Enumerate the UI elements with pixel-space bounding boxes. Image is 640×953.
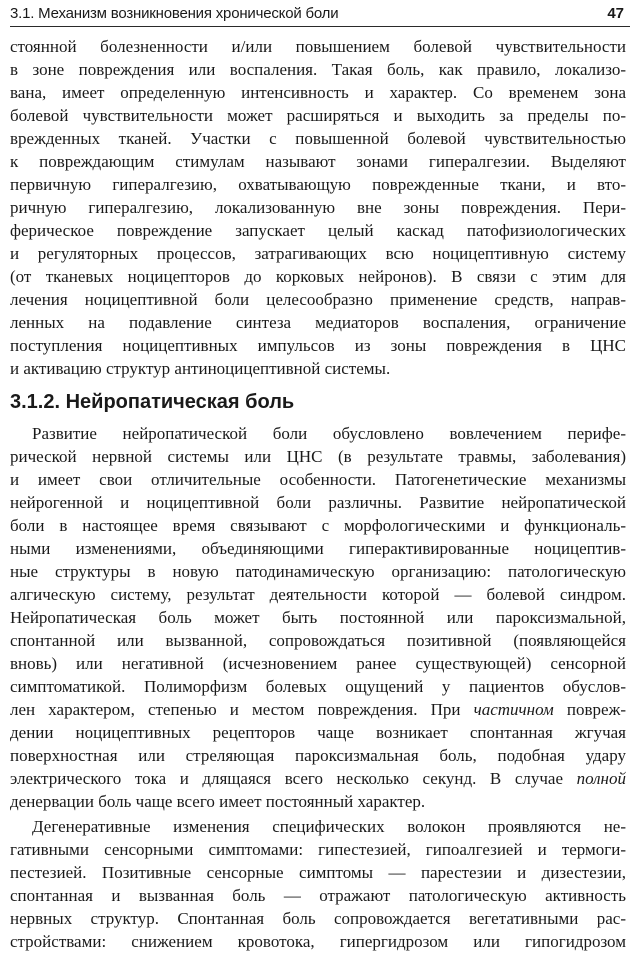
text-line: ные структуры в новую патодинамическую организацию: патологическую <box>10 562 626 581</box>
text-line: дении ноцицептивных рецепторов чаще возникает спонтанная жгучая <box>10 723 626 742</box>
text-line: ричную гипералгезию, локализованную вне зоны повреждения. Пери- <box>10 198 626 217</box>
text-line: стройствами: снижением кровотока, гипергидрозом или гипогидрозом <box>10 932 626 951</box>
text-line: Нейропатическая боль может быть постоянной или пароксизмальной, <box>10 608 626 627</box>
text-line: гативными сенсорными симптомами: гипестезией, гипоалгезией и термоги- <box>10 840 626 859</box>
text-line: ными изменениями, объединяющими гиперактивированные ноцицептив- <box>10 539 626 558</box>
section-heading: 3.1.2. Нейропатическая боль <box>10 391 295 413</box>
text-line: пестезией. Позитивные сенсорные симптомы — парестезии и дизестезии, <box>10 863 626 882</box>
italic-term: частичном <box>473 700 554 719</box>
text-line: денервации боль чаще всего имеет постоянный характер. <box>10 792 426 811</box>
text-segment: лен характером, степенью и местом повреждения. При <box>10 700 474 719</box>
text-line: ленных на подавление синтеза медиаторов воспаления, ограничение <box>10 313 626 332</box>
text-line: врежденных тканей. Участки с повышенной болевой чувствительностью <box>10 129 626 148</box>
text-line: вновь) или негативной (исчезновением ранее существующей) сенсорной <box>10 654 626 673</box>
paragraph-continuation <box>10 35 626 380</box>
text-line: нейрогенной и ноцицептивной боли различны. Развитие нейропатической <box>10 493 626 512</box>
text-line: лечения ноцицептивной боли целесообразно применение средств, направ- <box>10 290 626 309</box>
text-line: и регуляторных процессов, затрагивающих всю ноцицептивную систему <box>10 244 626 263</box>
text-line-with-italic <box>10 698 626 721</box>
italic-term: полной <box>576 769 626 788</box>
running-title: 3.1. Механизм возникновения хронической боли <box>10 5 339 22</box>
text-segment: электрического тока и длящаяся всего несколько секунд. В случае <box>10 769 577 788</box>
text-line: рической нервной системы или ЦНС (в результате травмы, заболевания) <box>10 447 626 466</box>
text-line: болевой чувствительности может расширяться и выходить за пределы по- <box>10 106 626 125</box>
text-line: ферическое повреждение запускает целый каскад патофизиологических <box>10 221 626 240</box>
running-header <box>10 2 630 27</box>
paragraph-degenerative-changes <box>10 815 626 953</box>
page-body <box>10 35 626 953</box>
page-number: 47 <box>607 5 624 22</box>
text-line: нервных структур. Спонтанная боль сопровождается вегетативными рас- <box>10 909 626 928</box>
text-line: (от тканевых ноцицепторов до корковых нейронов). В связи с этим для <box>10 267 626 286</box>
text-line: поверхностная или стреляющая пароксизмальная боль, подобная удару <box>10 746 626 765</box>
text-line: стоянной болезненности и/или повышением болевой чувствительности <box>10 37 626 56</box>
text-line: к повреждающим стимулам называют зонами гипералгезии. Выделяют <box>10 152 626 171</box>
text-line: спонтанная и вызванная боль — отражают патологическую активность <box>10 886 626 905</box>
text-line: и имеет свои отличительные особенности. Патогенетические механизмы <box>10 470 626 489</box>
text-line: в зоне повреждения или воспаления. Такая боль, как правило, локализо- <box>10 60 626 79</box>
text-line: Дегенеративные изменения специфических волокон проявляются не- <box>32 817 626 836</box>
text-line: поступления ноцицептивных импульсов из зоны повреждения в ЦНС <box>10 336 626 355</box>
text-line: спонтанной или вызванной, сопровождаться позитивной (появляющейся <box>10 631 626 650</box>
text-line: боли в настоящее время связывают с морфологическими и функциональ- <box>10 516 626 535</box>
text-line-with-italic <box>10 767 626 790</box>
text-line: алгическую систему, результат деятельности которой — болевой синдром. <box>10 585 626 604</box>
text-line: и активацию структур антиноцицептивной системы. <box>10 359 391 378</box>
text-line: первичную гипералгезию, охватывающую поврежденные ткани, и вто- <box>10 175 626 194</box>
text-line: вана, имеет определенную интенсивность и характер. Со временем зона <box>10 83 626 102</box>
paragraph-neuropathic-pain <box>10 422 626 813</box>
text-line: Развитие нейропатической боли обусловлено вовлечением перифе- <box>32 424 626 443</box>
text-line: симптоматикой. Полиморфизм болевых ощущений у пациентов обуслов- <box>10 677 626 696</box>
text-segment: повреж- <box>553 700 626 719</box>
